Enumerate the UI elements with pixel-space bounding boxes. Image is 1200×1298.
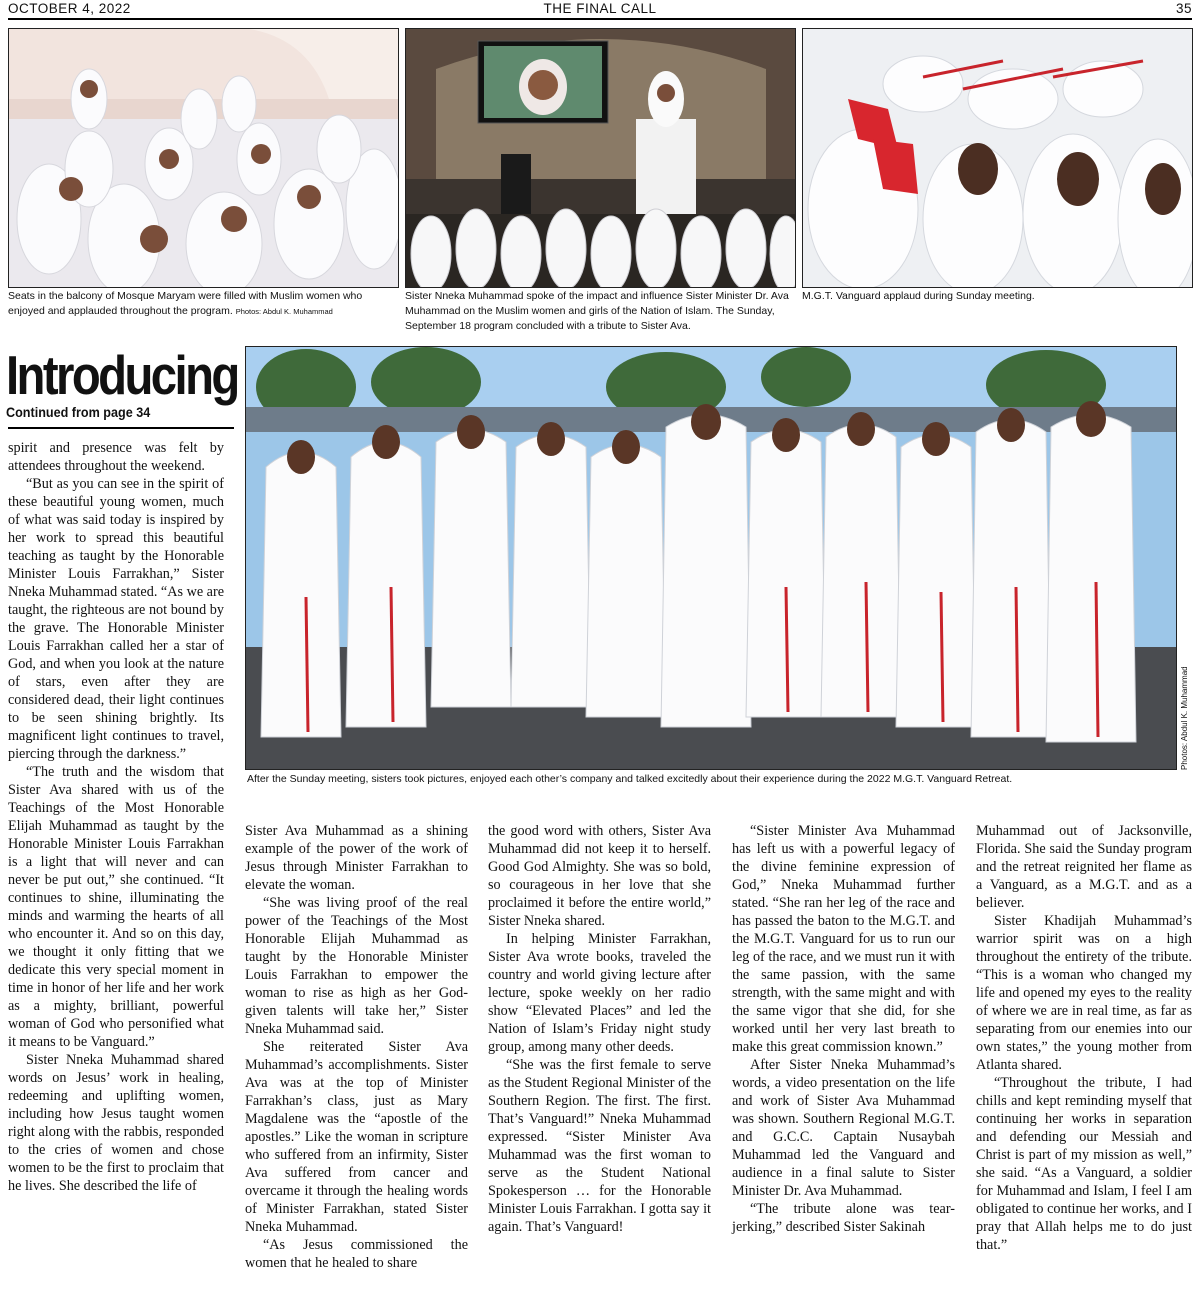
group-caption: After the Sunday meeting, sisters took pictures, enjoyed each other’s company and talked excitedly about their experience during the 2022 M.G.T. Vanguard Retreat. xyxy=(247,773,1013,785)
masthead xyxy=(8,0,1192,20)
publication-name: THE FINAL CALL xyxy=(543,1,657,16)
paragraph: “But as you can see in the spirit of these beautiful young women, much of what was said today is inspired by her work to spread this beautiful teaching as taught by the Honorable Minister Louis Farrakhan,” Sister Nneka Muhammad stated. “As we are taught, the righteous are not bound by the grave. The Honorable Minister Louis Farrakhan called her a star of God, and when you look at the nature of stars, even after they are considered dead, their light continues to be seen shining brightly. Its magnificent light continues to travel, piercing through the darkness.” xyxy=(8,476,224,762)
speaker-caption: Sister Nneka Muhammad spoke of the impact and influence Sister Minister Dr. Ava Muhammad on the Muslim women and girls of the Nation of Islam. The Sunday, September 18 program concluded with a tribute to Sister Ava. xyxy=(405,290,789,332)
applause-caption: M.G.T. Vanguard applaud during Sunday meeting. xyxy=(802,290,1035,302)
balcony-photo xyxy=(8,28,399,288)
paragraph: Muhammad out of Jacksonville, Florida. She said the Sunday program and the retreat reignited her flame as a Vanguard, as a M.G.T. and as a believer. xyxy=(976,823,1192,911)
article-column-1 xyxy=(8,439,224,1195)
paragraph: “The truth and the wisdom that Sister Ava shared with us of the Teachings of the Most Honorable Elijah Muhammad as taught by the Honorable Minister Louis Farrakhan is a light that will never and can never be put out,” she continued. “It continues to shine, illuminating the minds and warming the hearts of all who encounter it. And so on this day, we thought it only fitting that we dedicate this very special moment in time in honor of her life and her work as a mighty, brilliant, powerful woman of God who personified what it means to be Vanguard.” xyxy=(8,764,224,1050)
paragraph: “She was the first female to serve as the Student Regional Minister of the Southern Region. The first. The first. That’s Vanguard!” Nneka Muhammad expressed. “Sister Minister Ava Muhammad was the first woman to serve as the Student National Spokesperson … for the Honorable Minister Louis Farrakhan. I gotta say it again. That’s Vanguard! xyxy=(488,1057,711,1235)
photo-credit: Photos: Abdul K. Muhammad xyxy=(235,307,333,316)
paragraph: “She was living proof of the real power of the Teachings of the Most Honorable Elijah Muhammad as taught by the Honorable Minister Louis Farrakhan to empower the woman to rise as high as her God-given talents will take her,” Sister Nneka Muhammad said. xyxy=(245,895,468,1037)
article-column-5 xyxy=(976,822,1192,1254)
paragraph: “Sister Minister Ava Muhammad has left us with a powerful legacy of the divine feminine expression of God,” Nneka Muhammad further stated. “She ran her leg of the race and has passed the baton to the M.G.T. and the M.G.T. Vanguard for us to run our leg of the race, and we must run it with the same passion, with the same strength, with the same might and with the same vigor that she did, for she worked until her very last breath to make this great commission known.” xyxy=(732,823,955,1055)
page-number: 35 xyxy=(1175,1,1192,16)
paragraph: In helping Minister Farrakhan, Sister Ava wrote books, traveled the country and world giving lecture after lecture, spoke weekly on her radio show “Elevated Places” and led the Nation of Islam’s Friday night study group, among many other deeds. xyxy=(488,931,711,1055)
balcony-caption xyxy=(8,289,400,319)
paragraph: “As Jesus commissioned the women that he healed to share xyxy=(245,1237,468,1271)
applause-photo xyxy=(802,28,1193,288)
headline-rule xyxy=(8,427,234,429)
article-column-4 xyxy=(732,822,955,1236)
article-headline: Introducing xyxy=(6,344,238,406)
balcony-caption-text: Seats in the balcony of Mosque Maryam were filled with Muslim women who enjoyed and applauded throughout the program. xyxy=(8,290,363,317)
paragraph: Sister Khadijah Muhammad’s warrior spirit was on a high throughout the entirety of the tribute. “This is a woman who changed my life and opened my eyes to the reality of where we are in real time, as far as separating from our enemies into our own states,” the young mother from Atlanta shared. xyxy=(976,913,1192,1073)
paragraph: She reiterated Sister Ava Muhammad’s accomplishments. Sister Ava was at the top of Minister Farrakhan’s class, just as Mary Magdalene was the “apostle of the apostles.” Like the woman in scripture who suffered from an infirmity, Sister Ava suffered from cancer and overcame it through the healing words of Minister Farrakhan, stated Sister Nneka Muhammad. xyxy=(245,1039,468,1235)
group-photo-credit: Photos: Abdul K. Muhammad xyxy=(1180,666,1189,770)
article-column-3 xyxy=(488,822,711,1236)
speaker-photo xyxy=(405,28,796,288)
article-column-2 xyxy=(245,822,468,1272)
paragraph: After Sister Nneka Muhammad’s words, a video presentation on the life and work of Sister Ava Muhammad was shown. Southern Regional M.G.T. and G.C.C. Captain Nusaybah Muhammad led the Vanguard and audience in a final salute to Sister Minister Dr. Ava Muhammad. xyxy=(732,1057,955,1199)
paragraph: “Throughout the tribute, I had chills and kept reminding myself that continuing her works in separation and defending our Messiah and Christ is part of my mission as well,” she said. “As a Vanguard, a soldier for Muhammad and Islam, I feel I am obligated to continue her works, and I pray that Allah helps me to do just that.” xyxy=(976,1075,1192,1253)
paragraph: the good word with others, Sister Ava Muhammad did not keep it to herself. Good God Almighty. She was so bold, so courageous in her love that she proclaimed it before the entire world,” Sister Nneka shared. xyxy=(488,823,711,929)
paragraph: “The tribute alone was tear-jerking,” described Sister Sakinah xyxy=(732,1201,955,1235)
paragraph: Sister Ava Muhammad as a shining example of the power of the work of Jesus through Minister Farrakhan to elevate the woman. xyxy=(245,823,468,893)
issue-date: OCTOBER 4, 2022 xyxy=(8,1,131,16)
group-photo xyxy=(245,346,1177,770)
continued-from: Continued from page 34 xyxy=(6,404,151,420)
paragraph: Sister Nneka Muhammad shared words on Jesus’ work in healing, redeeming and uplifting women, including how Jesus taught women right along with the rabbis, responded to the cries of women and chose women to be the first to proclaim that he lives. She described the life of xyxy=(8,1052,224,1194)
paragraph: spirit and presence was felt by attendees throughout the weekend. xyxy=(8,440,224,474)
